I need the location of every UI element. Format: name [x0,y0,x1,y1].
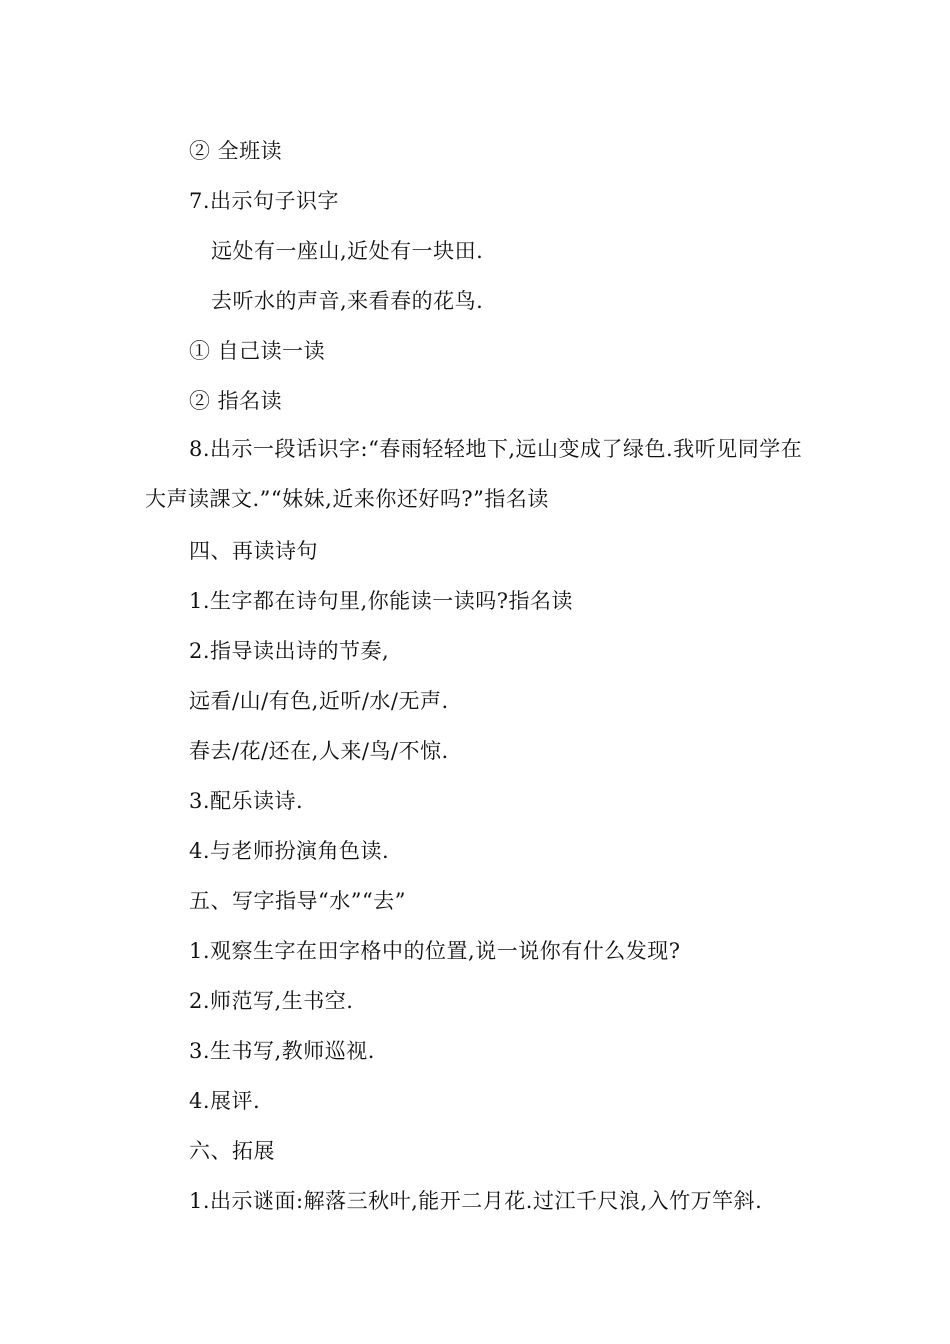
section-item: 2.师范写,生书空. [189,989,354,1013]
section-item: 3.生书写,教师巡视. [189,1039,375,1063]
text-line: ① 自己读一读 [189,339,326,363]
section-heading: 六、拓展 [189,1139,275,1163]
poem-line: 远看/山/有色,近听/水/无声. [189,689,449,713]
section-item: 7.出示句子识字 [189,189,340,213]
section-item: 1.观察生字在田字格中的位置,说一说你有什么发现? [189,939,681,963]
section-item: 4.展评. [189,1089,261,1113]
section-item: 1.生字都在诗句里,你能读一读吗?指名读 [189,589,573,613]
text-line: ② 指名读 [189,389,283,413]
text-line: ② 全班读 [189,139,283,163]
section-item: 3.配乐读诗. [189,789,304,813]
section-heading: 四、再读诗句 [189,539,318,563]
paragraph: 8.出示一段话识字:“春雨轻轻地下,远山变成了绿色.我听见同学在大声读課文.”“妹妹,近来你还好吗?”指名读 [145,437,803,511]
section-item: 2.指导读出诗的节奏, [189,639,390,663]
section-item: 4.与老师扮演角色读. [189,839,390,863]
section-heading: 五、写字指导“水”“去” [189,889,406,913]
poem-line: 春去/花/还在,人来/鸟/不惊. [189,739,449,763]
section-item: 1.出示谜面:解落三秋叶,能开二月花.过江千尺浪,入竹万竿斜. [189,1189,763,1213]
example-sentence: 去听水的声音,来看春的花鸟. [211,289,484,313]
example-sentence: 远处有一座山,近处有一块田. [211,239,484,263]
